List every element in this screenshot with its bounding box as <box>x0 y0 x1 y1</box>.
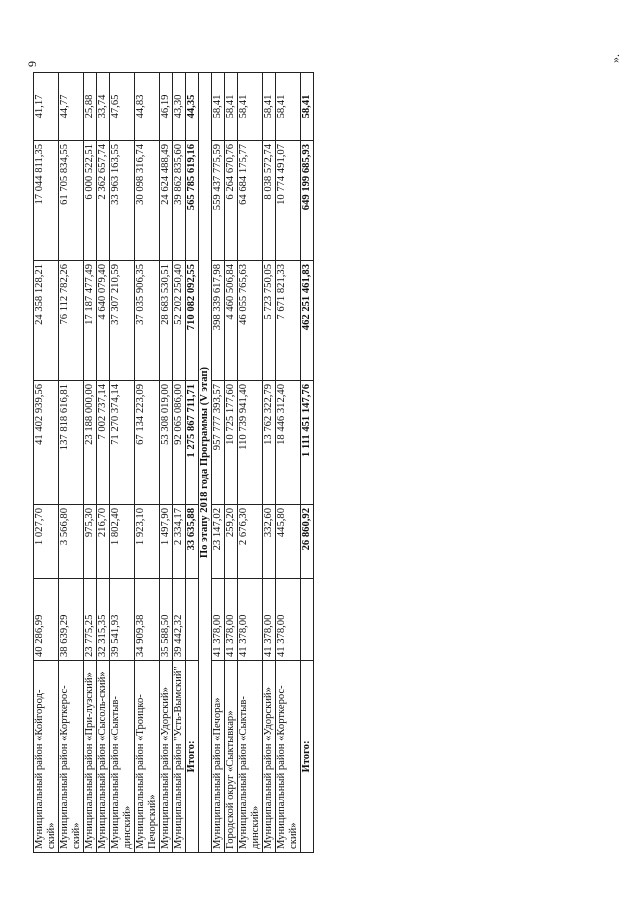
cost-per-sqm: 39 541,93 <box>110 579 135 661</box>
share-percent: 58,41 <box>238 73 263 141</box>
stage-header-row <box>199 73 212 853</box>
municipality-name: Муниципальный район «Сыктыв-динский» <box>110 661 135 853</box>
cost-per-sqm: 41 378,00 <box>212 579 225 661</box>
share-percent: 58,41 <box>301 73 314 141</box>
table-row <box>135 73 160 853</box>
table-row <box>160 73 173 853</box>
total-cost: 18 446 312,40 <box>276 381 301 505</box>
share-percent: 58,41 <box>212 73 225 141</box>
municipality-name: Муниципальный район «Сыктыв-динский» <box>238 661 263 853</box>
share-percent: 44,35 <box>186 73 199 141</box>
cost-per-sqm: 38 639,29 <box>59 579 84 661</box>
fund-amount: 4 460 506,84 <box>225 261 238 381</box>
area-value: 1 923,10 <box>135 505 160 579</box>
table-row <box>225 73 238 853</box>
table-row <box>110 73 135 853</box>
fund-amount: 28 683 530,51 <box>160 261 173 381</box>
total-cost: 41 402 939,56 <box>34 381 59 505</box>
cost-per-sqm: 34 909,38 <box>135 579 160 661</box>
budget-amount: 6 000 522,51 <box>84 141 97 261</box>
budget-amount: 61 705 834,55 <box>59 141 84 261</box>
fund-amount: 710 082 092,55 <box>186 261 199 381</box>
area-value: 1 027,70 <box>34 505 59 579</box>
table-row <box>173 73 186 853</box>
area-value: 332,60 <box>263 505 276 579</box>
municipality-name: Муниципальный район «Удорский» <box>263 661 276 853</box>
fund-amount: 46 055 765,63 <box>238 261 263 381</box>
table-row <box>59 73 84 853</box>
area-value: 2 676,30 <box>238 505 263 579</box>
fund-amount: 76 112 782,26 <box>59 261 84 381</box>
municipality-name: Муниципальный район «Троицко-Печорский» <box>135 661 160 853</box>
area-value: 3 566,80 <box>59 505 84 579</box>
area-value: 975,30 <box>84 505 97 579</box>
area-value: 2 334,17 <box>173 505 186 579</box>
total-cost: 67 134 223,09 <box>135 381 160 505</box>
program-funding-table <box>33 72 314 853</box>
budget-amount: 8 038 572,74 <box>263 141 276 261</box>
budget-amount: 24 624 488,49 <box>160 141 173 261</box>
table-row <box>212 73 225 853</box>
fund-amount: 7 671 821,33 <box>276 261 301 381</box>
share-percent: 58,41 <box>225 73 238 141</box>
budget-amount: 64 684 175,77 <box>238 141 263 261</box>
budget-amount: 649 199 685,93 <box>301 141 314 261</box>
total-cost: 110 739 941,40 <box>238 381 263 505</box>
budget-amount: 33 963 163,55 <box>110 141 135 261</box>
total-cost: 10 725 177,60 <box>225 381 238 505</box>
cost-per-sqm: 23 775,25 <box>84 579 97 661</box>
cost-per-sqm: 40 286,99 <box>34 579 59 661</box>
closing-quote-mark: ». <box>608 54 622 63</box>
area-total: 26 860,92 <box>301 505 314 579</box>
area-value: 445,80 <box>276 505 301 579</box>
share-percent: 44,83 <box>135 73 160 141</box>
share-percent: 33,74 <box>97 73 110 141</box>
area-total: 33 635,88 <box>186 505 199 579</box>
budget-amount: 10 774 491,07 <box>276 141 301 261</box>
total-label: Итого: <box>301 661 314 853</box>
budget-amount: 565 785 619,16 <box>186 141 199 261</box>
budget-amount: 6 264 670,76 <box>225 141 238 261</box>
fund-amount: 462 251 461,83 <box>301 261 314 381</box>
budget-amount: 30 098 316,74 <box>135 141 160 261</box>
total-cost: 1 275 867 711,71 <box>186 381 199 505</box>
cost-per-sqm <box>186 579 199 661</box>
total-cost: 13 762 322,79 <box>263 381 276 505</box>
area-value: 1 497,90 <box>160 505 173 579</box>
budget-amount: 2 362 657,74 <box>97 141 110 261</box>
share-percent: 47,65 <box>110 73 135 141</box>
total-cost: 1 111 451 147,76 <box>301 381 314 505</box>
municipality-name: Муниципальный район «При-лузский» <box>84 661 97 853</box>
fund-amount: 37 307 210,59 <box>110 261 135 381</box>
cost-per-sqm: 39 442,32 <box>173 579 186 661</box>
total-cost: 71 270 374,14 <box>110 381 135 505</box>
area-value: 259,20 <box>225 505 238 579</box>
table-row <box>84 73 97 853</box>
municipality-name: Муниципальный район "Усть-Вымский" <box>173 661 186 853</box>
total-row <box>301 73 314 853</box>
fund-amount: 52 202 250,40 <box>173 261 186 381</box>
cost-per-sqm <box>301 579 314 661</box>
share-percent: 58,41 <box>276 73 301 141</box>
fund-amount: 398 339 617,98 <box>212 261 225 381</box>
total-cost: 23 188 000,00 <box>84 381 97 505</box>
municipality-name: Муниципальный район «Сысоль-ский» <box>97 661 110 853</box>
total-cost: 137 818 616,81 <box>59 381 84 505</box>
share-percent: 41,17 <box>34 73 59 141</box>
fund-amount: 37 035 906,35 <box>135 261 160 381</box>
area-value: 216,70 <box>97 505 110 579</box>
cost-per-sqm: 32 315,35 <box>97 579 110 661</box>
page-number: 9 <box>25 61 39 67</box>
table-row <box>263 73 276 853</box>
fund-amount: 5 723 750,05 <box>263 261 276 381</box>
fund-amount: 17 187 477,49 <box>84 261 97 381</box>
table-row <box>276 73 301 853</box>
share-percent: 58,41 <box>263 73 276 141</box>
municipality-name: Муниципальный район «Корткерос-ский» <box>59 661 84 853</box>
total-label: Итого: <box>186 661 199 853</box>
budget-amount: 17 044 811,35 <box>34 141 59 261</box>
fund-amount: 4 640 079,40 <box>97 261 110 381</box>
cost-per-sqm: 41 378,00 <box>225 579 238 661</box>
table-row <box>97 73 110 853</box>
share-percent: 44,77 <box>59 73 84 141</box>
municipality-name: Муниципальный район «Койгород-ский» <box>34 661 59 853</box>
municipality-name: Городской округ «Сыктывкар» <box>225 661 238 853</box>
municipality-name: Муниципальный район «Удорский» <box>160 661 173 853</box>
cost-per-sqm: 35 588,50 <box>160 579 173 661</box>
municipality-name: Муниципальный район «Корткерос-ский» <box>276 661 301 853</box>
share-percent: 43,30 <box>173 73 186 141</box>
table-row <box>34 73 59 853</box>
cost-per-sqm: 41 378,00 <box>238 579 263 661</box>
cost-per-sqm: 41 378,00 <box>263 579 276 661</box>
area-value: 23 147,02 <box>212 505 225 579</box>
share-percent: 25,88 <box>84 73 97 141</box>
total-row <box>186 73 199 853</box>
stage-title: По этапу 2018 года Программы (V этап) <box>199 73 212 853</box>
cost-per-sqm: 41 378,00 <box>276 579 301 661</box>
budget-amount: 559 437 775,59 <box>212 141 225 261</box>
share-percent: 46,19 <box>160 73 173 141</box>
budget-amount: 39 862 835,60 <box>173 141 186 261</box>
municipality-name: Муниципальный район «Печора» <box>212 661 225 853</box>
total-cost: 957 777 393,57 <box>212 381 225 505</box>
total-cost: 53 308 019,00 <box>160 381 173 505</box>
total-cost: 92 065 086,00 <box>173 381 186 505</box>
fund-amount: 24 358 128,21 <box>34 261 59 381</box>
total-cost: 7 002 737,14 <box>97 381 110 505</box>
area-value: 1 802,40 <box>110 505 135 579</box>
table-row <box>238 73 263 853</box>
